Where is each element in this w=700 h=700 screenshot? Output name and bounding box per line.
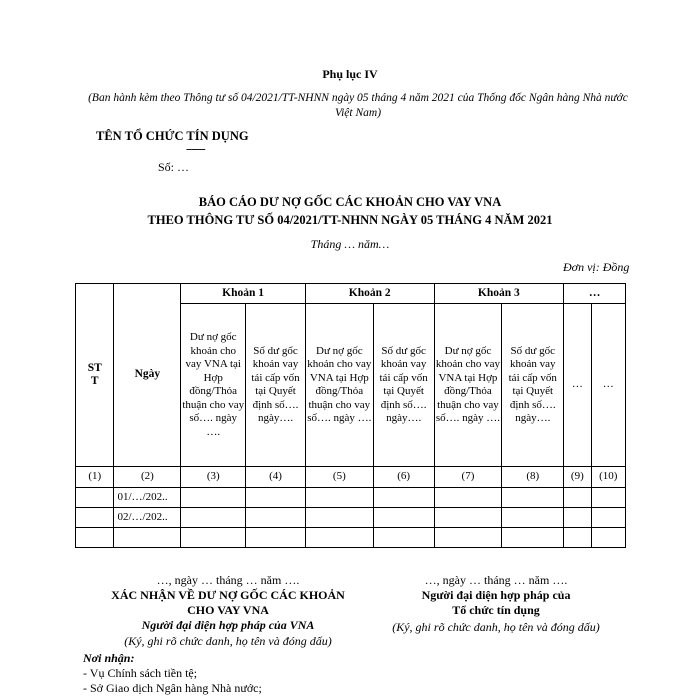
table-cell (305, 508, 373, 528)
recipients (83, 651, 262, 696)
column-number: (10) (591, 467, 626, 488)
table-cell (373, 488, 434, 508)
credit-rep-line-1: Người đại diện hợp pháp của (421, 588, 571, 602)
header-group-2: Khoản 2 (305, 284, 434, 304)
column-number: (3) (181, 467, 246, 488)
table-cell (76, 528, 114, 548)
table-cell (76, 508, 114, 528)
column-number: (4) (246, 467, 306, 488)
recipient-item: - Vụ Chính sách tiền tệ; (83, 666, 198, 680)
table-cell (181, 528, 246, 548)
header-loan-balance-3: Dư nợ gốc khoản cho vay VNA tại Hợp đồng/Thỏa thuận cho vay số…. ngày …. (434, 304, 502, 467)
document-number: Số: … (158, 160, 190, 174)
header-more-9: … (564, 304, 591, 467)
table-cell (76, 488, 114, 508)
table-cell (591, 528, 626, 548)
header-group-1: Khoản 1 (181, 284, 306, 304)
table-row (76, 528, 626, 548)
table-cell (181, 488, 246, 508)
left-signature-date: …, ngày … tháng … năm …. (156, 573, 300, 587)
table-cell (305, 528, 373, 548)
table-cell (246, 488, 306, 508)
column-number: (7) (434, 467, 502, 488)
org-name: TÊN TỔ CHỨC TÍN DỤNG (96, 129, 249, 143)
header-loan-balance-1: Dư nợ gốc khoản cho vay VNA tại Hợp đồng/Thỏa thuận cho vay số…. ngày …. (181, 304, 246, 467)
table-cell (305, 488, 373, 508)
credit-institution-representative (368, 588, 624, 618)
column-number-row (76, 467, 626, 488)
header-more-10: … (591, 304, 626, 467)
recipient-item: - Sở Giao dịch Ngân hàng Nhà nước; (83, 681, 262, 695)
header-group-more: … (564, 284, 626, 304)
column-number: (2) (114, 467, 181, 488)
recipients-heading: Nơi nhận: (83, 651, 135, 665)
table-cell (181, 508, 246, 528)
vna-confirmation-line-2: CHO VAY VNA (187, 603, 269, 617)
vna-confirmation-heading (78, 588, 378, 618)
credit-rep-line-2: Tổ chức tín dụng (452, 603, 540, 617)
report-period: Tháng … năm… (310, 237, 390, 251)
table-row (76, 488, 626, 508)
header-refinance-balance-1: Số dư gốc khoản vay tái cấp vốn tại Quyết định số…. ngày…. (246, 304, 306, 467)
table-cell (564, 508, 591, 528)
right-signature-date: …, ngày … tháng … năm …. (424, 573, 568, 587)
table-cell: 01/…/202.. (114, 488, 181, 508)
column-number: (9) (564, 467, 591, 488)
report-title-line-2: THEO THÔNG TƯ SỐ 04/2021/TT-NHNN NGÀY 05 THÁNG 4 NĂM 2021 (147, 213, 553, 227)
table-row (76, 508, 626, 528)
table-header-groups (76, 284, 626, 304)
header-refinance-balance-3: Số dư gốc khoản vay tái cấp vốn tại Quyết định số…. ngày…. (502, 304, 564, 467)
table-cell (564, 488, 591, 508)
issuance-note: (Ban hành kèm theo Thông tư số 04/2021/TT-NHNN ngày 05 tháng 4 năm 2021 của Thống đốc Ngân hàng Nhà nước Việt Nam) (88, 92, 628, 119)
vna-representative: Người đại diện hợp pháp của VNA (141, 618, 315, 632)
table-cell (434, 508, 502, 528)
table-cell (373, 528, 434, 548)
table-cell (373, 508, 434, 528)
loan-balance-table (75, 283, 626, 548)
table-cell (564, 528, 591, 548)
column-number: (8) (502, 467, 564, 488)
table-cell: 02/…/202.. (114, 508, 181, 528)
credit-institution-sign-note: (Ký, ghi rõ chức danh, họ tên và đóng dấu) (392, 620, 600, 634)
table-cell (591, 508, 626, 528)
table-cell (502, 488, 564, 508)
table-cell (434, 488, 502, 508)
table-cell (246, 528, 306, 548)
table-cell (434, 528, 502, 548)
column-number: (1) (76, 467, 114, 488)
vna-confirmation-line-1: XÁC NHẬN VỀ DƯ NỢ GỐC CÁC KHOẢN (111, 588, 345, 602)
table-cell (502, 528, 564, 548)
header-loan-balance-2: Dư nợ gốc khoản cho vay VNA tại Hợp đồng/Thỏa thuận cho vay số…. ngày …. (305, 304, 373, 467)
header-group-3: Khoản 3 (434, 284, 564, 304)
column-number: (6) (373, 467, 434, 488)
vna-sign-note: (Ký, ghi rõ chức danh, họ tên và đóng dấu) (124, 634, 332, 648)
table-cell (114, 528, 181, 548)
table-cell (502, 508, 564, 528)
header-stt: STT (76, 284, 114, 467)
table-cell (591, 488, 626, 508)
table-cell (246, 508, 306, 528)
annex-title: Phụ lục IV (322, 67, 378, 81)
header-refinance-balance-2: Số dư gốc khoản vay tái cấp vốn tại Quyết định số…. ngày…. (373, 304, 434, 467)
report-title-line-1: BÁO CÁO DƯ NỢ GỐC CÁC KHOẢN CHO VAY VNA (198, 195, 502, 209)
currency-unit: Đơn vị: Đồng (563, 260, 630, 274)
report-title (0, 193, 700, 229)
org-divider: ------- (186, 143, 205, 155)
header-date: Ngày (114, 284, 181, 467)
column-number: (5) (305, 467, 373, 488)
